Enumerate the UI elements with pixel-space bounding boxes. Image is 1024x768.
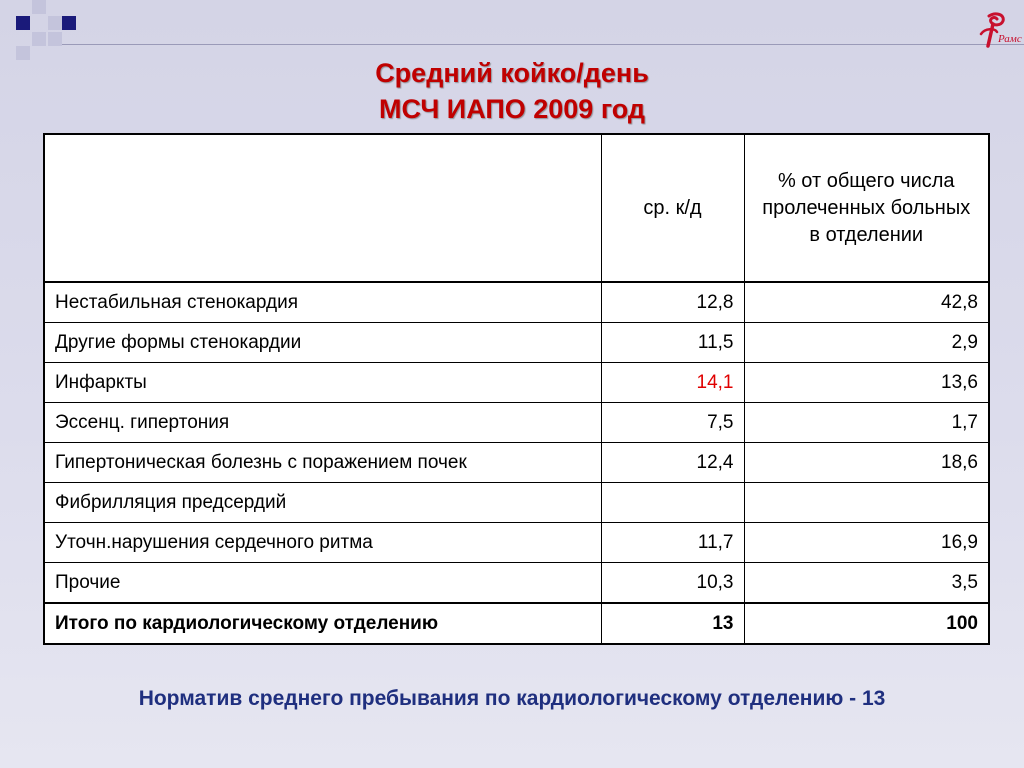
- row-name: Фибрилляция предсердий: [44, 483, 601, 523]
- row-avg-highlighted: 14,1: [601, 363, 744, 403]
- row-pct: 2,9: [744, 323, 989, 363]
- header-empty-cell: [44, 134, 601, 282]
- header-rule: [62, 44, 1024, 45]
- table-row: [44, 523, 989, 563]
- slide-title-line-1: Средний койко/день: [375, 58, 649, 88]
- logo-text: Рамс: [998, 33, 1022, 45]
- row-pct: 13,6: [744, 363, 989, 403]
- table-total-row: [44, 603, 989, 644]
- row-name: Уточн.нарушения сердечного ритма: [44, 523, 601, 563]
- table-row: [44, 483, 989, 523]
- footer-norm-note: Норматив среднего пребывания по кардиологическому отделению - 13: [138, 687, 886, 710]
- row-pct: [744, 483, 989, 523]
- table-row: [44, 323, 989, 363]
- table-header-row: [44, 134, 989, 282]
- row-name: Гипертоническая болезнь с поражением почек: [44, 443, 601, 483]
- row-name: Инфаркты: [44, 363, 601, 403]
- total-avg: 13: [601, 603, 744, 644]
- row-name: Другие формы стенокардии: [44, 323, 601, 363]
- roms-logo-icon: [975, 12, 1023, 52]
- row-avg: 11,5: [601, 323, 744, 363]
- corner-squares-decoration: [0, 0, 80, 60]
- header-avg-bed-days: ср. к/д: [601, 134, 744, 282]
- row-avg: 10,3: [601, 563, 744, 604]
- row-avg: 12,4: [601, 443, 744, 483]
- row-pct: 42,8: [744, 282, 989, 323]
- row-name: Прочие: [44, 563, 601, 604]
- slide-title-line-2: МСЧ ИАПО 2009 год: [379, 94, 645, 124]
- row-pct: 3,5: [744, 563, 989, 604]
- table-row: [44, 363, 989, 403]
- total-pct: 100: [744, 603, 989, 644]
- row-pct: 1,7: [744, 403, 989, 443]
- row-avg: 11,7: [601, 523, 744, 563]
- row-pct: 18,6: [744, 443, 989, 483]
- table-row: [44, 282, 989, 323]
- row-avg: 12,8: [601, 282, 744, 323]
- row-avg: 7,5: [601, 403, 744, 443]
- row-name: Нестабильная стенокардия: [44, 282, 601, 323]
- total-name: Итого по кардиологическому отделению: [44, 603, 601, 644]
- table-row: [44, 443, 989, 483]
- bed-day-table: [43, 133, 990, 645]
- table-row: [44, 403, 989, 443]
- row-name: Эссенц. гипертония: [44, 403, 601, 443]
- table-row: [44, 563, 989, 604]
- row-pct: 16,9: [744, 523, 989, 563]
- row-avg: [601, 483, 744, 523]
- header-percent-patients: % от общего числа пролеченных больных в отделении: [744, 134, 989, 282]
